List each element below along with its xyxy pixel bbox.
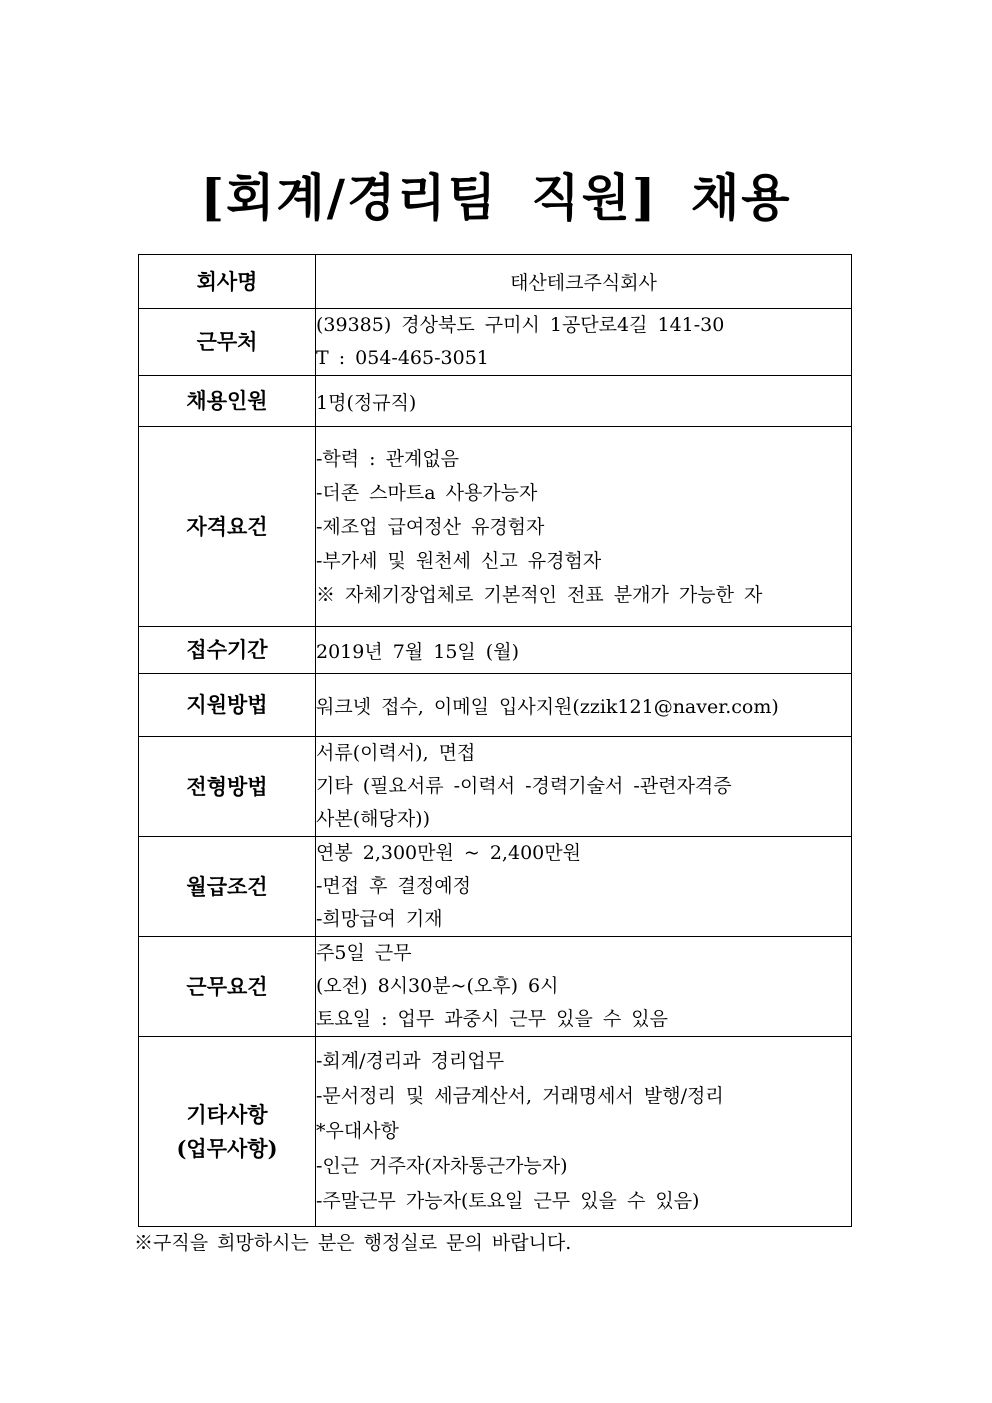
label-selection-process: 전형방법 [139,737,316,837]
value-salary [316,837,852,937]
label-line: 기타사항 [186,1101,268,1127]
value-line: *우대사항 [316,1120,399,1142]
row-application-method [139,674,852,737]
value-line: -희망급여 기재 [316,908,443,930]
value-line: 2019년 7월 15일 (월) [316,640,519,663]
value-line: -인근 거주자(자차통근가능자) [316,1155,568,1177]
value-workplace [316,309,852,376]
page-title: [회계/경리팀 직원] 채용 [200,168,792,227]
job-posting-table [138,254,852,1227]
value-company [316,255,852,309]
label-workplace: 근무처 [139,309,316,376]
row-selection-process [139,737,852,837]
label-working-conditions: 근무요건 [139,937,316,1037]
row-working-conditions [139,937,852,1037]
label-headcount: 채용인원 [139,376,316,427]
value-application-period [316,627,852,674]
value-line: ※ 자체기장업체로 기본적인 전표 분개가 가능한 자 [316,583,763,606]
value-line: -제조업 급여정산 유경험자 [316,515,545,538]
value-application-method [316,674,852,737]
value-line: 사본(해당자)) [316,808,431,830]
value-line: -면접 후 결정예정 [316,875,471,897]
value-line: 태산테크주식회사 [510,272,657,294]
label-line: (업무사항) [176,1135,278,1161]
value-line: 토요일 : 업무 과중시 근무 있을 수 있음 [316,1008,668,1030]
value-line: -주말근무 가능자(토요일 근무 있을 수 있음) [316,1190,700,1212]
value-other-details [316,1037,852,1227]
value-line: 서류(이력서), 면접 [316,742,476,764]
value-line: 1명(정규직) [316,391,417,414]
value-line: (오전) 8시30분~(오후) 6시 [316,975,559,997]
row-other-details [139,1037,852,1227]
row-qualifications [139,427,852,627]
label-company: 회사명 [139,255,316,309]
value-line: (39385) 경상북도 구미시 1공단로4길 141-30 [316,314,725,336]
value-qualifications [316,427,852,627]
label-application-period: 접수기간 [139,627,316,674]
footnote: ※구직을 희망하시는 분은 행정실로 문의 바랍니다. [134,1232,572,1254]
value-line: -부가세 및 원천세 신고 유경험자 [316,549,602,572]
value-selection-process [316,737,852,837]
value-line: -문서정리 및 세금계산서, 거래명세서 발행/정리 [316,1085,724,1107]
value-line: -회계/경리과 경리업무 [316,1050,505,1072]
value-headcount [316,376,852,427]
row-application-period [139,627,852,674]
value-line: 워크넷 접수, 이메일 입사지원(zzik121@naver.com) [316,695,779,718]
row-workplace [139,309,852,376]
label-application-method: 지원방법 [139,674,316,737]
label-salary: 월급조건 [139,837,316,937]
value-line: 기타 (필요서류 -이력서 -경력기술서 -관련자격증 [316,775,732,797]
row-salary [139,837,852,937]
row-headcount [139,376,852,427]
value-line: -학력 : 관계없음 [316,447,460,470]
value-line: -더존 스마트a 사용가능자 [316,481,538,504]
label-qualifications: 자격요건 [139,427,316,627]
row-company [139,255,852,309]
value-line: 연봉 2,300만원 ~ 2,400만원 [316,842,581,864]
label-other-details [139,1037,316,1227]
value-line: 주5일 근무 [316,942,412,964]
value-line: T : 054-465-3051 [316,347,489,369]
value-working-conditions [316,937,852,1037]
